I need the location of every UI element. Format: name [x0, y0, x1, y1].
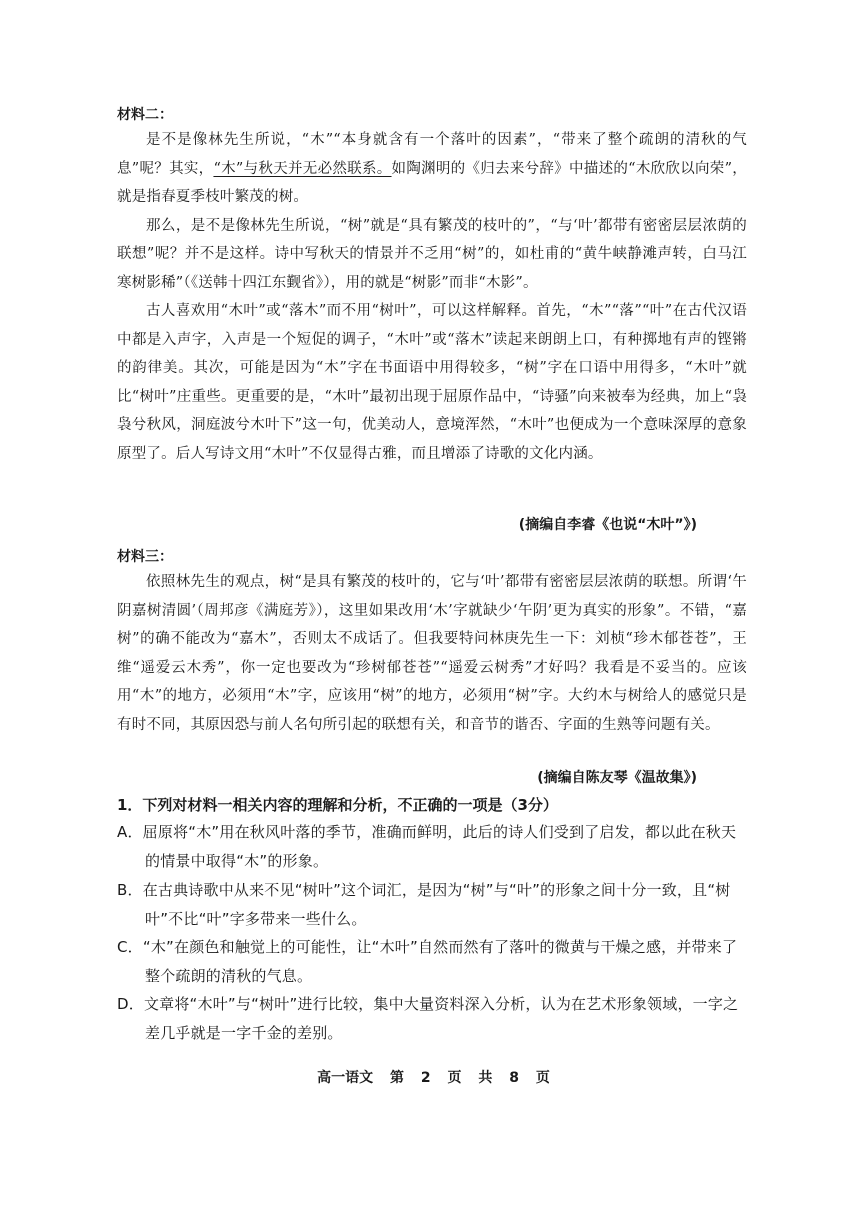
p1-text-before: 是不是像林先生所说，“木”“本身就含有一个落叶的因素”，“带来了整个疏朗的清秋的气息”呢？其实， — [117, 132, 747, 177]
material3-paragraph-1: 依照林先生的观点，树“是具有繁茂的枝叶的，它与‘叶’都带有密密层层浓荫的联想。所谓‘午阴嘉树清圆’（周邦彦《满庭芳》），这里如果改用‘木’字就缺少‘午阴’更为真实的形象”。不错，“嘉树”的确不能改为“嘉木”，否则太不成话了。但我要特问林庚先生一下：刘桢“珍木郁苍苍”，王维“遥爱云木秀”，你一定也要改为“珍树郁苍苍”“遥爱云树秀”才好吗？我看是不妥当的。应该用“木”的地方，必须用“木”字，应该用“树”的地方，必须用“树”字。大约木与树给人的感觉只是有时不同，其原因恐与前人名句所引起的联想有关，和音节的谐否、字面的生熟等问题有关。 — [117, 574, 747, 733]
material2-paragraph-3: 古人喜欢用“木叶”或“落木”而不用“树叶”，可以这样解释。首先，“木”“落”“叶”在古代汉语中都是入声字，入声是一个短促的调子，“木叶”或“落木”读起来朗朗上口，有种掷地有声的铿锵的韵律美。其次，可能是因为“木”字在书面语中用得较多，“树”字在口语中用得多，“木叶”就比“树叶”庄重些。更重要的是，“木叶”最初出现于屈原作品中，“诗骚”向来被奉为经典，加上“袅袅兮秋风，洞庭波兮木叶下”这一句，优美动人，意境浑然，“木叶”也便成为一个意味深厚的意象原型了。后人写诗文用“木叶”不仅显得古雅，而且增添了诗歌的文化内涵。 — [117, 303, 747, 462]
question-1-option-d: D．文章将“木叶”与“树叶”进行比较，集中大量资料深入分析，认为在艺术形象领域，一字之差几乎就是一字千金的差别。 — [117, 995, 739, 1042]
question-1-option-b: B．在古典诗歌中从来不见“树叶”这个词汇，是因为“树”与“叶”的形象之间十分一致，且“树叶”不比“叶”字多带来一些什么。 — [117, 881, 731, 928]
material3-source: (摘编自陈友琴《温故集》) — [537, 770, 697, 786]
question-1-option-c: C．“木”在颜色和触觉上的可能性，让“木叶”自然而然有了落叶的微黄与干燥之感，并带来了整个疏朗的清秋的气息。 — [117, 938, 738, 985]
page-footer: 高一语文 第 2 页 共 8 页 — [317, 1070, 550, 1086]
material3-heading: 材料三： — [117, 549, 173, 565]
question-1-option-a: A．屈原将“木”用在秋风叶落的季节，准确而鲜明，此后的诗人们受到了启发，都以此在秋天的情景中取得“木”的形象。 — [117, 823, 737, 870]
material3-body — [117, 568, 747, 739]
material2-source: (摘编自李睿《也说“木叶”》) — [518, 517, 697, 533]
material2-heading: 材料二： — [117, 107, 173, 123]
question-1-stem: 1．下列对材料一相关内容的理解和分析，不正确的一项是（3分） — [117, 796, 558, 814]
p1-underlined-text: “木”与秋天并无必然联系。 — [213, 160, 392, 177]
material2-paragraph-1 — [117, 126, 747, 212]
p1-text-after: 如陶渊明的《归去来兮辞》中描述的“木欣欣以向荣”，就是指春夏季枝叶繁茂的树。 — [117, 160, 747, 205]
material2-body — [117, 126, 747, 468]
material2-paragraph-2: 那么，是不是像林先生所说，“树”就是“具有繁茂的枝叶的”，“与‘叶’都带有密密层层浓荫的联想”呢？并不是这样。诗中写秋天的情景并不乏用“树”的，如杜甫的“黄牛峡静滩声转，白马江寒树影稀”（《送韩十四江东觐省》），用的就是“树影”而非“木影”。 — [117, 217, 747, 291]
